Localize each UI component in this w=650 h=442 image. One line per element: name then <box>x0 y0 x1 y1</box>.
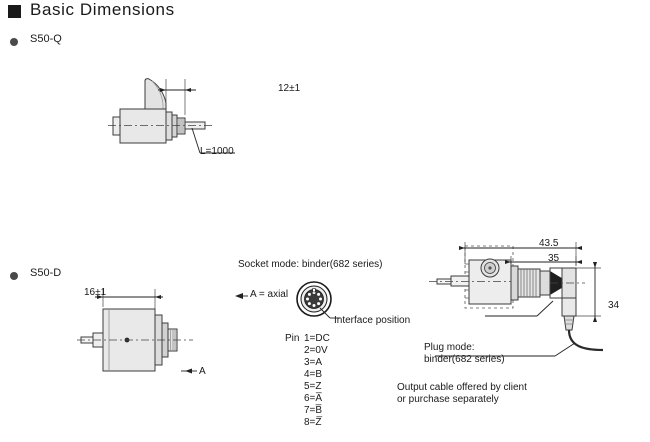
s50d-drawing <box>75 285 215 405</box>
section-bullet-s50d-icon <box>10 272 18 280</box>
cable-note-line1: Output cable offered by client <box>397 382 527 393</box>
pin-item-7: 7=B̅ <box>304 405 323 416</box>
axial-label: A = axial <box>250 289 289 300</box>
socket-mode-title: Socket mode: binder(682 series) <box>238 259 383 270</box>
pin-item-5: 5=Z <box>304 381 322 392</box>
pin-item-4: 4=B <box>304 369 323 380</box>
s50d-drawing-svg <box>75 285 215 405</box>
pin-item-1: 1=DC <box>304 333 330 344</box>
plug-total-length-dimension: 43.5 <box>539 238 559 249</box>
section-bullet-s50q-icon <box>10 38 18 46</box>
plug-body-length-dimension: 35 <box>548 253 560 264</box>
header-bullet-icon <box>8 5 21 18</box>
pin-item-2: 2=0V <box>304 345 328 356</box>
section-label-s50q: S50-Q <box>30 33 62 45</box>
interface-position-label: Interface position <box>334 315 411 326</box>
pin-heading: Pin <box>285 333 300 344</box>
plug-height-dimension: 34 <box>608 300 620 311</box>
s50q-drawing <box>100 65 300 185</box>
s50q-thickness-dimension: 12±1 <box>278 83 301 94</box>
s50q-drawing-svg <box>100 65 300 185</box>
s50q-cable-length-label: L=1000 <box>200 146 234 157</box>
section-label-s50d: S50-D <box>30 267 62 279</box>
plug-mode-line2: binder(682 series) <box>424 354 505 365</box>
s50d-width-dimension: 16±1 <box>84 287 107 298</box>
s50d-section-arrow-label: A <box>199 366 206 377</box>
page-title: Basic Dimensions <box>30 0 175 19</box>
pin-item-6: 6=A̅ <box>304 393 323 404</box>
cable-note-line2: or purchase separately <box>397 394 499 405</box>
pin-item-8: 8=Z̅ <box>304 417 322 428</box>
plug-mode-line1: Plug mode: <box>424 342 475 353</box>
pin-item-3: 3=A <box>304 357 323 368</box>
